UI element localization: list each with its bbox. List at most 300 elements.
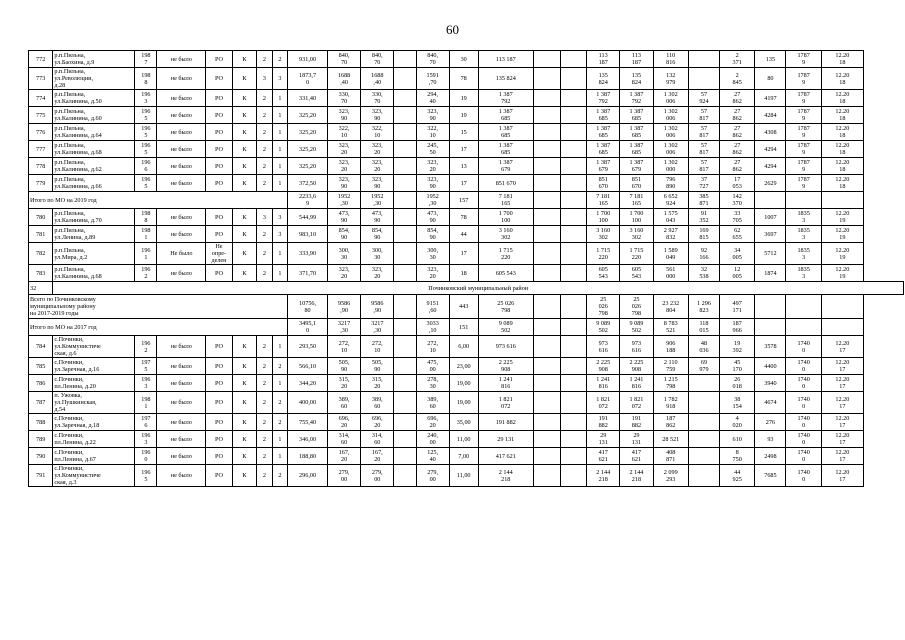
table-cell: К (232, 431, 256, 448)
table-cell: 2 144 218 (587, 465, 620, 487)
table-cell: 12.20 17 (821, 448, 863, 465)
table-cell: 12.20 18 (821, 141, 863, 158)
table-cell: 2 (257, 158, 273, 175)
table-cell: 12.20 18 (821, 68, 863, 90)
table-cell: 605 543 (620, 265, 653, 282)
table-cell: РО (206, 226, 233, 243)
table-cell: 3 160 302 (478, 226, 533, 243)
table-cell: 4294 (755, 141, 786, 158)
table-cell: 276 (755, 414, 786, 431)
table-cell: 2 (257, 243, 273, 265)
table-cell: 323, 20 (361, 141, 394, 158)
table-cell: 29 131 (478, 431, 533, 448)
table-cell: 113 187 (478, 51, 533, 68)
table-cell: 973 616 (587, 336, 620, 358)
table-cell: 314, 60 (361, 431, 394, 448)
table-cell: 1 387 685 (587, 107, 620, 124)
table-cell: 57 924 (688, 90, 719, 107)
table-cell (533, 358, 560, 375)
total-row (29, 295, 904, 319)
table-cell: 2 144 218 (620, 465, 653, 487)
table-cell: 1787 9 (786, 51, 821, 68)
table-cell (394, 375, 416, 392)
table-cell: 57 817 (688, 158, 719, 175)
table-cell: 4 020 (719, 414, 754, 431)
table-cell: 323, 20 (327, 141, 360, 158)
table-cell: 300, 30 (327, 243, 360, 265)
table-cell: 1740 0 (786, 375, 821, 392)
table-cell: 19 (449, 107, 478, 124)
table-cell: 12.20 17 (821, 336, 863, 358)
table-cell: 4674 (755, 392, 786, 414)
table-cell: 17 (449, 175, 478, 192)
table-cell: 417 621 (587, 448, 620, 465)
table-cell: К (232, 158, 256, 175)
table-cell: 69 979 (688, 358, 719, 375)
table-cell: 12.20 17 (821, 465, 863, 487)
table-cell: не было (157, 226, 206, 243)
table-cell: РО (206, 158, 233, 175)
table-cell (560, 209, 587, 226)
table-cell: 1 700 100 (587, 209, 620, 226)
table-cell: 35,00 (449, 414, 478, 431)
table-cell (394, 68, 416, 90)
table-cell: 385 871 (688, 192, 719, 209)
table-cell: 191 882 (620, 414, 653, 431)
table-cell: К (232, 51, 256, 68)
table-cell: 1 296 823 (688, 295, 719, 319)
table-cell: 2 (257, 124, 273, 141)
table-cell: 2 (257, 392, 273, 414)
table-cell: 1787 9 (786, 141, 821, 158)
table-cell (394, 265, 416, 282)
table-cell: К (232, 90, 256, 107)
table-cell: 1874 (755, 265, 786, 282)
table-cell: 1 387 792 (478, 90, 533, 107)
table-row (29, 448, 904, 465)
table-cell: 93 (755, 431, 786, 448)
table-cell: не было (157, 209, 206, 226)
table-cell: 322, 10 (327, 124, 360, 141)
table-cell: не было (157, 141, 206, 158)
table-cell (560, 124, 587, 141)
table-cell: 696, 20 (327, 414, 360, 431)
table-cell: 196 5 (135, 124, 157, 141)
table-cell: р.п.Пильна, ул.Калинина, д.70 (53, 209, 135, 226)
register-body (29, 51, 904, 487)
table-cell: 7 181 165 (587, 192, 620, 209)
table-cell: 3 (272, 226, 288, 243)
table-cell (560, 90, 587, 107)
table-cell: 135 824 (478, 68, 533, 90)
table-cell: К (232, 375, 256, 392)
table-row (29, 51, 904, 68)
table-cell: 1 241 816 (587, 375, 620, 392)
table-cell (560, 375, 587, 392)
table-cell: 2 (257, 265, 273, 282)
table-cell (560, 265, 587, 282)
table-cell: 3 (257, 68, 273, 90)
table-cell: 196 3 (135, 431, 157, 448)
table-cell: 300, 30 (361, 243, 394, 265)
table-cell: 198 1 (135, 226, 157, 243)
table-cell: 1787 9 (786, 175, 821, 192)
table-cell: 1787 9 (786, 90, 821, 107)
table-cell (688, 375, 719, 392)
table-cell: 1 302 006 (653, 90, 688, 107)
table-cell: 1 (272, 336, 288, 358)
table-cell (533, 51, 560, 68)
table-cell: 3217 ,30 (361, 319, 394, 336)
table-cell (533, 175, 560, 192)
table-cell: 1 387 792 (620, 90, 653, 107)
table-cell: 497 171 (719, 295, 754, 319)
table-cell: 3 (257, 209, 273, 226)
table-cell: 372,50 (288, 175, 328, 192)
table-cell: 408 871 (653, 448, 688, 465)
table-cell: Не было (157, 243, 206, 265)
table-cell (821, 295, 863, 319)
table-cell: п. Ужовка, ул.Пушкинская, д.54 (53, 392, 135, 414)
table-cell: 1 241 816 (620, 375, 653, 392)
table-cell: 2 (257, 431, 273, 448)
table-cell: 110 816 (653, 51, 688, 68)
table-cell: 323, 20 (361, 265, 394, 282)
table-cell: 3697 (755, 226, 786, 243)
table-cell: 27 862 (719, 141, 754, 158)
table-cell: 12.20 18 (821, 124, 863, 141)
table-cell: 2 (257, 175, 273, 192)
table-cell (394, 226, 416, 243)
table-cell: 1952 ,30 (416, 192, 449, 209)
table-row (29, 336, 904, 358)
table-cell: 323, 20 (416, 265, 449, 282)
table-cell: 2 (257, 465, 273, 487)
table-cell: не было (157, 465, 206, 487)
table-row (29, 226, 904, 243)
table-cell (394, 192, 416, 209)
table-cell: р.п.Пильна, ул.Калинина, д.50 (53, 90, 135, 107)
table-cell: не было (157, 448, 206, 465)
table-cell: р.п.Пильна, ул.Баохина, д.9 (53, 51, 135, 68)
table-cell: 443 (449, 295, 478, 319)
table-cell: К (232, 175, 256, 192)
table-cell (786, 319, 821, 336)
table-cell: 2 (257, 336, 273, 358)
table-cell: 19 392 (719, 336, 754, 358)
table-cell: 1 (272, 124, 288, 141)
table-cell: 37 727 (688, 175, 719, 192)
table-cell: 2 144 218 (478, 465, 533, 487)
table-cell (560, 295, 587, 319)
table-cell: К (232, 336, 256, 358)
table-cell: 125, 40 (416, 448, 449, 465)
table-cell: с.Починки, ул.Коммунистиче ская, д.3 (53, 465, 135, 487)
table-cell (533, 295, 560, 319)
table-cell: 1 821 072 (620, 392, 653, 414)
table-cell: 9 089 502 (620, 319, 653, 336)
table-cell: не было (157, 375, 206, 392)
table-cell: 323, 90 (361, 107, 394, 124)
table-cell (688, 68, 719, 90)
table-cell: 2 (272, 392, 288, 414)
table-cell (533, 431, 560, 448)
table-cell: РО (206, 141, 233, 158)
table-cell: К (232, 141, 256, 158)
table-row (29, 431, 904, 448)
table-cell: 3578 (755, 336, 786, 358)
table-cell: 1591 ,70 (416, 68, 449, 90)
table-cell (560, 158, 587, 175)
table-cell: РО (206, 265, 233, 282)
table-cell: 1 (272, 141, 288, 158)
table-cell: 854, 90 (327, 226, 360, 243)
table-cell: 17 053 (719, 175, 754, 192)
table-cell: 1740 0 (786, 358, 821, 375)
table-cell: РО (206, 209, 233, 226)
table-cell (533, 375, 560, 392)
table-cell (560, 336, 587, 358)
table-cell (560, 107, 587, 124)
table-cell: р.п.Пильна, ул.Революции, д.28 (53, 68, 135, 90)
table-cell: 784 (29, 336, 53, 358)
table-cell: 473, 90 (416, 209, 449, 226)
table-cell: 1 387 685 (478, 124, 533, 141)
table-cell (394, 392, 416, 414)
table-cell: 11,00 (449, 465, 478, 487)
table-cell: 2 (257, 51, 273, 68)
table-row (29, 107, 904, 124)
table-cell (533, 392, 560, 414)
table-cell: 783 (29, 265, 53, 282)
table-cell: 1787 9 (786, 68, 821, 90)
table-cell: К (232, 209, 256, 226)
table-cell (560, 175, 587, 192)
table-cell: РО (206, 124, 233, 141)
table-row (29, 414, 904, 431)
table-cell: 696, 20 (361, 414, 394, 431)
table-cell: 293,50 (288, 336, 328, 358)
table-cell: 78 (449, 209, 478, 226)
table-cell: 1 387 679 (620, 158, 653, 175)
table-cell: 325,20 (288, 124, 328, 141)
table-cell: 12.20 19 (821, 265, 863, 282)
table-cell: 34 005 (719, 243, 754, 265)
table-cell: 12.20 19 (821, 226, 863, 243)
table-cell: 196 5 (135, 175, 157, 192)
table-cell: К (232, 243, 256, 265)
table-row (29, 158, 904, 175)
table-cell: 28 521 (653, 431, 688, 448)
table-cell (533, 209, 560, 226)
table-cell: с.Починки, ул.Заречная, д.18 (53, 414, 135, 431)
table-row (29, 375, 904, 392)
table-cell: 371,70 (288, 265, 328, 282)
table-cell: 973 616 (478, 336, 533, 358)
table-cell: 774 (29, 90, 53, 107)
table-cell: 840, 70 (327, 51, 360, 68)
table-cell: 135 824 (620, 68, 653, 90)
table-cell: 1 589 049 (653, 243, 688, 265)
table-cell: 788 (29, 414, 53, 431)
table-row (29, 90, 904, 107)
table-cell: 323, 20 (327, 265, 360, 282)
table-cell: 323, 20 (327, 158, 360, 175)
table-cell: 4294 (755, 158, 786, 175)
table-cell: 791 (29, 465, 53, 487)
table-cell: 272, 10 (327, 336, 360, 358)
table-cell: 1787 9 (786, 124, 821, 141)
table-cell (394, 51, 416, 68)
total-row (29, 192, 904, 209)
table-cell (560, 226, 587, 243)
table-cell (688, 431, 719, 448)
table-cell (560, 68, 587, 90)
table-cell: 279, 00 (327, 465, 360, 487)
table-cell: 1688 ,40 (327, 68, 360, 90)
table-cell: не было (157, 51, 206, 68)
table-cell: 1 (272, 107, 288, 124)
table-cell: 18 (449, 265, 478, 282)
table-cell: 1 782 918 (653, 392, 688, 414)
table-row (29, 358, 904, 375)
table-cell: 775 (29, 107, 53, 124)
table-cell: 1 (272, 175, 288, 192)
table-cell: 344,20 (288, 375, 328, 392)
table-cell: 776 (29, 124, 53, 141)
table-cell: 2 099 293 (653, 465, 688, 487)
table-cell (560, 141, 587, 158)
table-cell: 142 370 (719, 192, 754, 209)
table-cell: 330, 70 (361, 90, 394, 107)
table-cell (755, 295, 786, 319)
table-cell: 779 (29, 175, 53, 192)
table-cell: 1 302 006 (653, 141, 688, 158)
table-cell: 196 2 (135, 336, 157, 358)
table-cell: 25 026 798 (620, 295, 653, 319)
table-cell (394, 158, 416, 175)
table-cell: 196 5 (135, 107, 157, 124)
table-cell: 197 6 (135, 414, 157, 431)
table-cell: 135 824 (587, 68, 620, 90)
table-cell: 1 387 685 (587, 141, 620, 158)
table-cell: 1 (272, 158, 288, 175)
table-cell: 785 (29, 358, 53, 375)
table-cell (533, 90, 560, 107)
table-cell (533, 141, 560, 158)
table-cell: 854, 90 (416, 226, 449, 243)
section-title: Починковский муниципальный район (53, 282, 904, 295)
table-cell: 57 817 (688, 124, 719, 141)
table-row (29, 209, 904, 226)
table-cell: 331,40 (288, 90, 328, 107)
table-cell: 187 966 (719, 319, 754, 336)
table-cell: 2 225 908 (620, 358, 653, 375)
table-cell: 272, 10 (416, 336, 449, 358)
table-cell: 191 882 (478, 414, 533, 431)
table-cell: 167, 20 (361, 448, 394, 465)
table-cell: 198 8 (135, 209, 157, 226)
table-cell: 294, 40 (416, 90, 449, 107)
table-cell: 8 750 (719, 448, 754, 465)
table-cell: 1 387 679 (587, 158, 620, 175)
table-cell: 2 (272, 414, 288, 431)
table-cell: 187 862 (653, 414, 688, 431)
table-cell: р.п.Пильна, ул.Мира, д.2 (53, 243, 135, 265)
table-cell: 12.20 17 (821, 431, 863, 448)
table-cell (533, 192, 560, 209)
table-cell: 323, 90 (361, 175, 394, 192)
table-cell: РО (206, 107, 233, 124)
table-cell (821, 192, 863, 209)
table-cell: 12.20 18 (821, 107, 863, 124)
table-cell: 322, 10 (416, 124, 449, 141)
table-cell: 2 (257, 141, 273, 158)
table-cell: 19,00 (449, 375, 478, 392)
table-cell (394, 358, 416, 375)
table-row (29, 465, 904, 487)
table-cell: 9586 ,90 (327, 295, 360, 319)
table-cell: 167, 20 (327, 448, 360, 465)
table-cell: 1 715 220 (620, 243, 653, 265)
table-cell: 2 (257, 375, 273, 392)
table-cell (394, 107, 416, 124)
table-cell: 7 181 165 (620, 192, 653, 209)
table-cell: 333,90 (288, 243, 328, 265)
table-cell: 561 000 (653, 265, 688, 282)
table-cell (786, 192, 821, 209)
table-cell: 62 655 (719, 226, 754, 243)
table-cell: К (232, 226, 256, 243)
table-cell: 151 (449, 319, 478, 336)
table-cell: 1 387 685 (478, 107, 533, 124)
table-cell (533, 226, 560, 243)
table-cell (560, 358, 587, 375)
table-row (29, 141, 904, 158)
table-cell: 11,00 (449, 431, 478, 448)
table-cell: 772 (29, 51, 53, 68)
table-cell: 33 705 (719, 209, 754, 226)
table-cell: 91 352 (688, 209, 719, 226)
table-cell: 198 8 (135, 68, 157, 90)
table-cell (560, 319, 587, 336)
table-cell: 57 817 (688, 141, 719, 158)
table-cell: 13 (449, 158, 478, 175)
table-cell: 12.20 18 (821, 90, 863, 107)
table-cell (560, 448, 587, 465)
table-cell: 12.20 18 (821, 158, 863, 175)
table-cell: 12.20 19 (821, 209, 863, 226)
table-cell: 132 979 (653, 68, 688, 90)
table-cell: 198 7 (135, 51, 157, 68)
table-cell: 38 154 (719, 392, 754, 414)
table-cell (560, 465, 587, 487)
table-cell: 3495,1 0 (288, 319, 328, 336)
table-cell: не было (157, 124, 206, 141)
table-cell (533, 158, 560, 175)
table-cell: р.п.Пильна, ул.Калинина, д.68 (53, 265, 135, 282)
table-cell (394, 90, 416, 107)
table-cell: 12.20 17 (821, 375, 863, 392)
table-cell: 840, 70 (361, 51, 394, 68)
table-cell: 29 131 (620, 431, 653, 448)
table-cell (394, 243, 416, 265)
table-cell: 118 015 (688, 319, 719, 336)
table-cell: 44 (449, 226, 478, 243)
table-cell: 315, 20 (327, 375, 360, 392)
table-cell: 983,10 (288, 226, 328, 243)
table-row (29, 124, 904, 141)
